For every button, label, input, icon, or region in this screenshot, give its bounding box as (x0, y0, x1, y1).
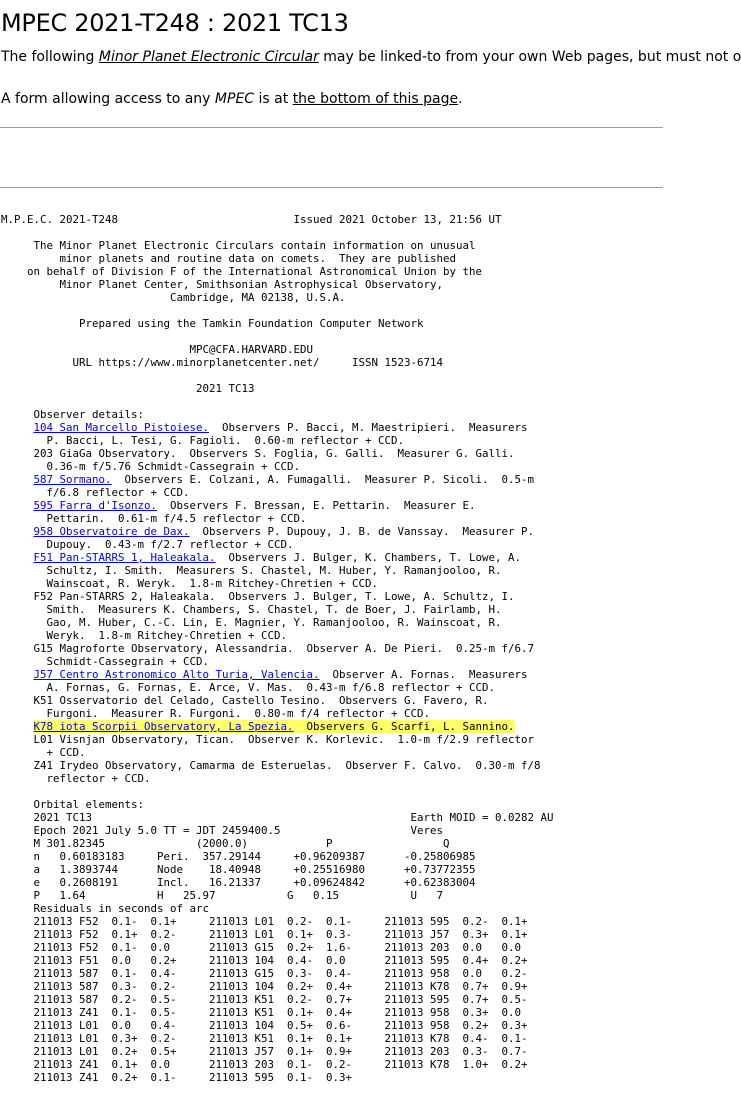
circular-text: Schultz, I. Smith. Measurers S. Chastel, M. Huber, Y. Ramanjooloo, R. (1, 564, 502, 577)
circular-text: 211013 587 0.2- 0.5- 211013 K51 0.2- 0.7+ 211013 595 0.7+ 0.5- (1, 993, 528, 1006)
observatory-link[interactable]: 958 Observatoire de Dax. (33, 525, 190, 538)
circular-line (1, 889, 554, 902)
circular-line (1, 1071, 554, 1084)
circular-line (1, 512, 554, 525)
circular-line (1, 577, 554, 590)
circular-line (1, 837, 554, 850)
circular-text: Observer details: (1, 408, 145, 421)
observatory-link[interactable]: 104 San Marcello Pistoiese. (33, 421, 210, 434)
circular-line (1, 629, 554, 642)
circular-line (1, 304, 554, 317)
observatory-link[interactable]: 595 Farra d'Isonzo. (33, 499, 158, 512)
circular-text: Smith. Measurers K. Chambers, S. Chastel, T. de Boer, J. Fairlamb, H. (1, 603, 502, 616)
circular-line (1, 785, 554, 798)
circular-line (1, 655, 554, 668)
circular-text: Wainscoat, R. Weryk. 1.8-m Ritchey-Chretien + CCD. (1, 577, 379, 590)
circular-line (1, 746, 554, 759)
circular-line (1, 915, 554, 928)
observatory-link[interactable]: 587 Sormano. (33, 473, 112, 486)
circular-text: Observers J. Bulger, K. Chambers, T. Lowe, A. (215, 551, 522, 564)
circular-line (1, 408, 554, 421)
circular-text: Dupouy. 0.43-m f/2.7 reflector + CCD. (1, 538, 294, 551)
form-paragraph (1, 89, 463, 109)
circular-line (1, 434, 554, 447)
circular-line (1, 1045, 554, 1058)
circular-line (1, 356, 554, 369)
circular-body (1, 213, 554, 1084)
circular-line (1, 603, 554, 616)
form-text-after: . (458, 91, 463, 107)
circular-line (1, 226, 554, 239)
circular-line (1, 993, 554, 1006)
observatory-link[interactable]: J57 Centro Astronomico Alto Turia, Valencia. (33, 668, 320, 681)
circular-text: Observer A. Fornas. Measurers (319, 668, 528, 681)
circular-line (1, 538, 554, 551)
top-divider (0, 127, 663, 128)
circular-line (1, 642, 554, 655)
circular-line (1, 720, 554, 733)
circular-text: Observers G. Scarfi, L. Sannino. (293, 720, 515, 733)
circular-text (1, 720, 34, 733)
circular-line (1, 564, 554, 577)
circular-text: 211013 Z41 0.1+ 0.0 211013 203 0.1- 0.2- 211013 K78 1.0+ 0.2+ (1, 1058, 528, 1071)
circular-text: Minor Planet Center, Smithsonian Astrophysical Observatory, (1, 278, 444, 291)
circular-line (1, 863, 554, 876)
circular-text: Epoch 2021 July 5.0 TT = JDT 2459400.5 Veres (1, 824, 444, 837)
circular-text: MPC@CFA.HARVARD.EDU (1, 343, 314, 356)
circular-line (1, 369, 554, 382)
circular-text: 211013 F52 0.1- 0.1+ 211013 L01 0.2- 0.1- 211013 595 0.2- 0.1+ (1, 915, 528, 928)
circular-line (1, 382, 554, 395)
circular-text: P. Bacci, L. Tesi, G. Fagioli. 0.60-m reflector + CCD. (1, 434, 405, 447)
circular-line (1, 1032, 554, 1045)
circular-text (1, 551, 34, 564)
circular-text: 2021 TC13 Earth MOID = 0.0282 AU (1, 811, 554, 824)
circular-line (1, 499, 554, 512)
circular-line (1, 681, 554, 694)
circular-text: 211013 Z41 0.1- 0.5- 211013 K51 0.1+ 0.4+ 211013 958 0.3+ 0.0 (1, 1006, 522, 1019)
circular-text: a 1.3893744 Node 18.40948 +0.25516980 +0.73772355 (1, 863, 476, 876)
circular-text: Furgoni. Measurer R. Furgoni. 0.80-m f/4 reflector + CCD. (1, 707, 431, 720)
circular-text: P 1.64 H 25.97 G 0.15 U 7 (1, 889, 444, 902)
circular-text: reflector + CCD. (1, 772, 151, 785)
circular-text (1, 473, 34, 486)
circular-line (1, 395, 554, 408)
circular-text: Pettarin. 0.61-m f/4.5 reflector + CCD. (1, 512, 307, 525)
observatory-link[interactable]: F51 Pan-STARRS 1, Haleakala. (33, 551, 216, 564)
circular-text (1, 499, 34, 512)
circular-line (1, 1006, 554, 1019)
circular-text: 211013 L01 0.3+ 0.2- 211013 K51 0.1+ 0.1+ 211013 K78 0.4- 0.1- (1, 1032, 528, 1045)
circular-text: 211013 L01 0.0 0.4- 211013 104 0.5+ 0.6- 211013 958 0.2+ 0.3+ (1, 1019, 528, 1032)
circular-text: + CCD. (1, 746, 86, 759)
circular-line (1, 954, 554, 967)
circular-line (1, 486, 554, 499)
circular-text: 211013 F52 0.1- 0.0 211013 G15 0.2+ 1.6- 211013 203 0.0 0.0 (1, 941, 522, 954)
circular-line (1, 707, 554, 720)
circular-line (1, 694, 554, 707)
circular-line (1, 668, 554, 681)
circular-line (1, 850, 554, 863)
circular-line (1, 343, 554, 356)
intro-text-before: The following (1, 49, 99, 65)
circular-line (1, 876, 554, 889)
circular-text: 2021 TC13 (1, 382, 255, 395)
page-title: MPEC 2021-T248 : 2021 TC13 (1, 9, 349, 37)
circular-line (1, 733, 554, 746)
circular-text: minor planets and routine data on comets. They are published (1, 252, 457, 265)
circular-line (1, 447, 554, 460)
circular-line (1, 941, 554, 954)
circular-text: e 0.2608191 Incl. 16.21337 +0.09624842 +0.62383004 (1, 876, 476, 889)
circular-line (1, 265, 554, 278)
form-text-middle: is at (254, 91, 293, 107)
circular-text: Observers P. Bacci, M. Maestripieri. Measurers (209, 421, 528, 434)
mpec-emphasis: MPEC (214, 91, 255, 107)
bottom-of-page-link[interactable]: the bottom of this page (292, 91, 459, 107)
circular-line (1, 291, 554, 304)
circular-text: 211013 587 0.1- 0.4- 211013 G15 0.3- 0.4- 211013 958 0.0 0.2- (1, 967, 528, 980)
mpec-info-link[interactable]: Minor Planet Electronic Circular (98, 49, 319, 65)
circular-line (1, 967, 554, 980)
circular-text: n 0.60183183 Peri. 357.29144 +0.96209387 -0.25806985 (1, 850, 476, 863)
circular-text (1, 421, 34, 434)
circular-line (1, 317, 554, 330)
circular-text: The Minor Planet Electronic Circulars contain information on unusual (1, 239, 476, 252)
circular-line (1, 928, 554, 941)
circular-text: Observers P. Dupouy, J. B. de Vanssay. Measurer P. (189, 525, 535, 538)
bottom-divider (0, 187, 663, 188)
intro-paragraph (1, 47, 741, 67)
circular-text: Gao, M. Huber, C.-C. Lin, E. Magnier, Y. Ramanjooloo, R. Wainscoat, R. (1, 616, 502, 629)
circular-text (1, 525, 34, 538)
circular-text (1, 668, 34, 681)
circular-text: Cambridge, MA 02138, U.S.A. (1, 291, 346, 304)
circular-line (1, 1058, 554, 1071)
circular-line (1, 590, 554, 603)
circular-text: K51 Osservatorio del Celado, Castello Tesino. Observers G. Favero, R. (1, 694, 489, 707)
circular-text: Prepared using the Tamkin Foundation Computer Network (1, 317, 424, 330)
circular-text: URL https://www.minorplanetcenter.net/ ISSN 1523-6714 (1, 356, 444, 369)
circular-text: Observers E. Colzani, A. Fumagalli. Measurer P. Sicoli. 0.5-m (111, 473, 535, 486)
circular-text: Orbital elements: (1, 798, 145, 811)
circular-text: G15 Magroforte Observatory, Alessandria. Observer A. De Pieri. 0.25-m f/6.7 (1, 642, 535, 655)
circular-line (1, 902, 554, 915)
circular-text: M.P.E.C. 2021-T248 Issued 2021 October 13, 21:56 UT (1, 213, 502, 226)
circular-line (1, 824, 554, 837)
circular-text: 203 GiaGa Observatory. Observers S. Foglia, G. Galli. Measurer G. Galli. (1, 447, 515, 460)
circular-line (1, 330, 554, 343)
circular-text: A. Fornas, G. Fornas, E. Arce, V. Mas. 0.43-m f/6.8 reflector + CCD. (1, 681, 496, 694)
circular-line (1, 213, 554, 226)
circular-text: F52 Pan-STARRS 2, Haleakala. Observers J. Bulger, T. Lowe, A. Schultz, I. (1, 590, 515, 603)
circular-text: Weryk. 1.8-m Ritchey-Chretien + CCD. (1, 629, 288, 642)
circular-text: f/6.8 reflector + CCD. (1, 486, 190, 499)
circular-line (1, 1019, 554, 1032)
circular-line (1, 460, 554, 473)
circular-text: 211013 Z41 0.2+ 0.1- 211013 595 0.1- 0.3+ (1, 1071, 353, 1084)
circular-line (1, 616, 554, 629)
circular-line (1, 811, 554, 824)
circular-line (1, 798, 554, 811)
circular-line (1, 473, 554, 486)
circular-text: Schmidt-Cassegrain + CCD. (1, 655, 210, 668)
circular-text: 211013 L01 0.2+ 0.5+ 211013 J57 0.1+ 0.9+ 211013 203 0.3- 0.7- (1, 1045, 528, 1058)
circular-text: 211013 587 0.3- 0.2- 211013 104 0.2+ 0.4+ 211013 K78 0.7+ 0.9+ (1, 980, 528, 993)
circular-text: 0.36-m f/5.76 Schmidt-Cassegrain + CCD. (1, 460, 301, 473)
circular-text: 211013 F51 0.0 0.2+ 211013 104 0.4- 0.0 211013 595 0.4+ 0.2+ (1, 954, 528, 967)
circular-line (1, 980, 554, 993)
circular-line (1, 551, 554, 564)
circular-text: L01 Visnjan Observatory, Tican. Observer K. Korlevic. 1.0-m f/2.9 reflector (1, 733, 535, 746)
circular-line (1, 772, 554, 785)
circular-text: 211013 F52 0.1+ 0.2- 211013 L01 0.1+ 0.3- 211013 J57 0.3+ 0.1+ (1, 928, 528, 941)
circular-line (1, 421, 554, 434)
circular-line (1, 252, 554, 265)
circular-line (1, 525, 554, 538)
circular-text: Z41 Irydeo Observatory, Camarma de Esteruelas. Observer F. Calvo. 0.30-m f/8 (1, 759, 541, 772)
form-text-before: A form allowing access to any (1, 91, 215, 107)
circular-line (1, 239, 554, 252)
circular-line (1, 759, 554, 772)
observatory-link[interactable]: K78 iota Scorpii Observatory, La Spezia. (33, 720, 294, 733)
intro-text-after: may be linked-to from your own Web pages, but must not o (318, 49, 741, 65)
circular-line (1, 278, 554, 291)
circular-text: on behalf of Division F of the International Astronomical Union by the (1, 265, 483, 278)
circular-text: M 301.82345 (2000.0) P Q (1, 837, 450, 850)
circular-text: Observers F. Bressan, E. Pettarin. Measurer E. (157, 499, 476, 512)
circular-text: Residuals in seconds of arc (1, 902, 210, 915)
